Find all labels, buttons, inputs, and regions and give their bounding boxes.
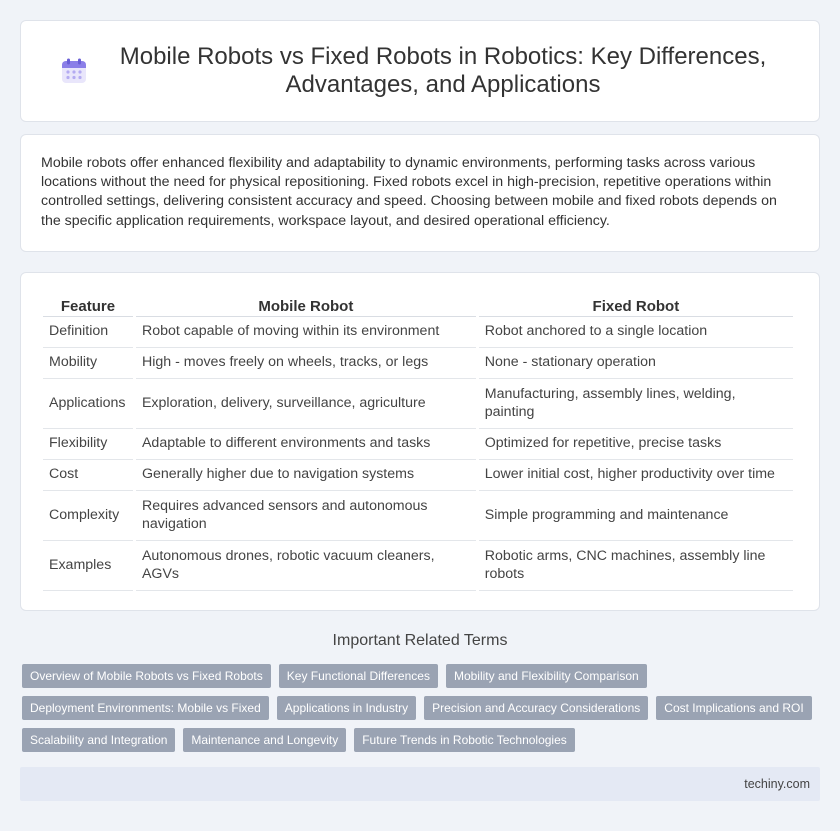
intro-text: Mobile robots offer enhanced flexibility and adaptability to dynamic environments, performing tasks across various locations without the need for physical repositioning. Fixed robots excel in high-precision, repetitive operations within controlled settings, delivering consistent accuracy and speed. Choosing between mobile and fixed robots depends on the specific application requirements, workspace layout, and desired operational efficiency. [41, 155, 777, 229]
cell-feature: Cost [43, 460, 133, 491]
comparison-table [40, 295, 796, 591]
page-title: Mobile Robots vs Fixed Robots in Robotics: Key Differences, Advantages, and Applications [119, 43, 767, 98]
cell-mobile: Exploration, delivery, surveillance, agriculture [136, 379, 476, 429]
table-row [43, 541, 793, 591]
cell-feature: Definition [43, 317, 133, 348]
cell-fixed: Robotic arms, CNC machines, assembly line robots [479, 541, 793, 591]
header-card [20, 20, 820, 122]
tag-link[interactable]: Cost Implications and ROI [656, 696, 811, 720]
cell-mobile: High - moves freely on wheels, tracks, or legs [136, 348, 476, 379]
related-terms-tags [22, 664, 822, 760]
related-terms-title: Important Related Terms [332, 632, 508, 649]
cell-fixed: Simple programming and maintenance [479, 491, 793, 541]
tag-link[interactable]: Maintenance and Longevity [183, 728, 346, 752]
calendar-icon [61, 58, 87, 84]
table-header-row [43, 295, 793, 317]
table-row [43, 379, 793, 429]
tag-link[interactable]: Applications in Industry [277, 696, 416, 720]
cell-feature: Examples [43, 541, 133, 591]
footer [20, 767, 820, 801]
cell-feature: Complexity [43, 491, 133, 541]
table-row [43, 460, 793, 491]
tag-link[interactable]: Overview of Mobile Robots vs Fixed Robots [22, 664, 271, 688]
cell-fixed: Manufacturing, assembly lines, welding, painting [479, 379, 793, 429]
tag-row [22, 728, 822, 752]
cell-feature: Applications [43, 379, 133, 429]
tag-link[interactable]: Scalability and Integration [22, 728, 175, 752]
cell-fixed: Optimized for repetitive, precise tasks [479, 429, 793, 460]
cell-mobile: Adaptable to different environments and tasks [136, 429, 476, 460]
cell-mobile: Autonomous drones, robotic vacuum cleaners, AGVs [136, 541, 476, 591]
cell-mobile: Robot capable of moving within its environment [136, 317, 476, 348]
table-row [43, 429, 793, 460]
cell-fixed: None - stationary operation [479, 348, 793, 379]
cell-feature: Flexibility [43, 429, 133, 460]
header-feature: Feature [43, 295, 133, 317]
tag-row [22, 696, 822, 720]
comparison-table-card [20, 272, 820, 611]
intro-card [20, 134, 820, 252]
tag-row [22, 664, 822, 688]
table-row [43, 491, 793, 541]
tag-link[interactable]: Mobility and Flexibility Comparison [446, 664, 647, 688]
footer-source[interactable]: techiny.com [744, 777, 810, 791]
cell-mobile: Generally higher due to navigation systems [136, 460, 476, 491]
table-row [43, 348, 793, 379]
cell-mobile: Requires advanced sensors and autonomous navigation [136, 491, 476, 541]
cell-fixed: Lower initial cost, higher productivity over time [479, 460, 793, 491]
tag-link[interactable]: Deployment Environments: Mobile vs Fixed [22, 696, 269, 720]
header-mobile-robot: Mobile Robot [136, 295, 476, 317]
cell-feature: Mobility [43, 348, 133, 379]
tag-link[interactable]: Precision and Accuracy Considerations [424, 696, 648, 720]
tag-link[interactable]: Key Functional Differences [279, 664, 438, 688]
tag-link[interactable]: Future Trends in Robotic Technologies [354, 728, 575, 752]
cell-fixed: Robot anchored to a single location [479, 317, 793, 348]
header-fixed-robot: Fixed Robot [479, 295, 793, 317]
table-row [43, 317, 793, 348]
